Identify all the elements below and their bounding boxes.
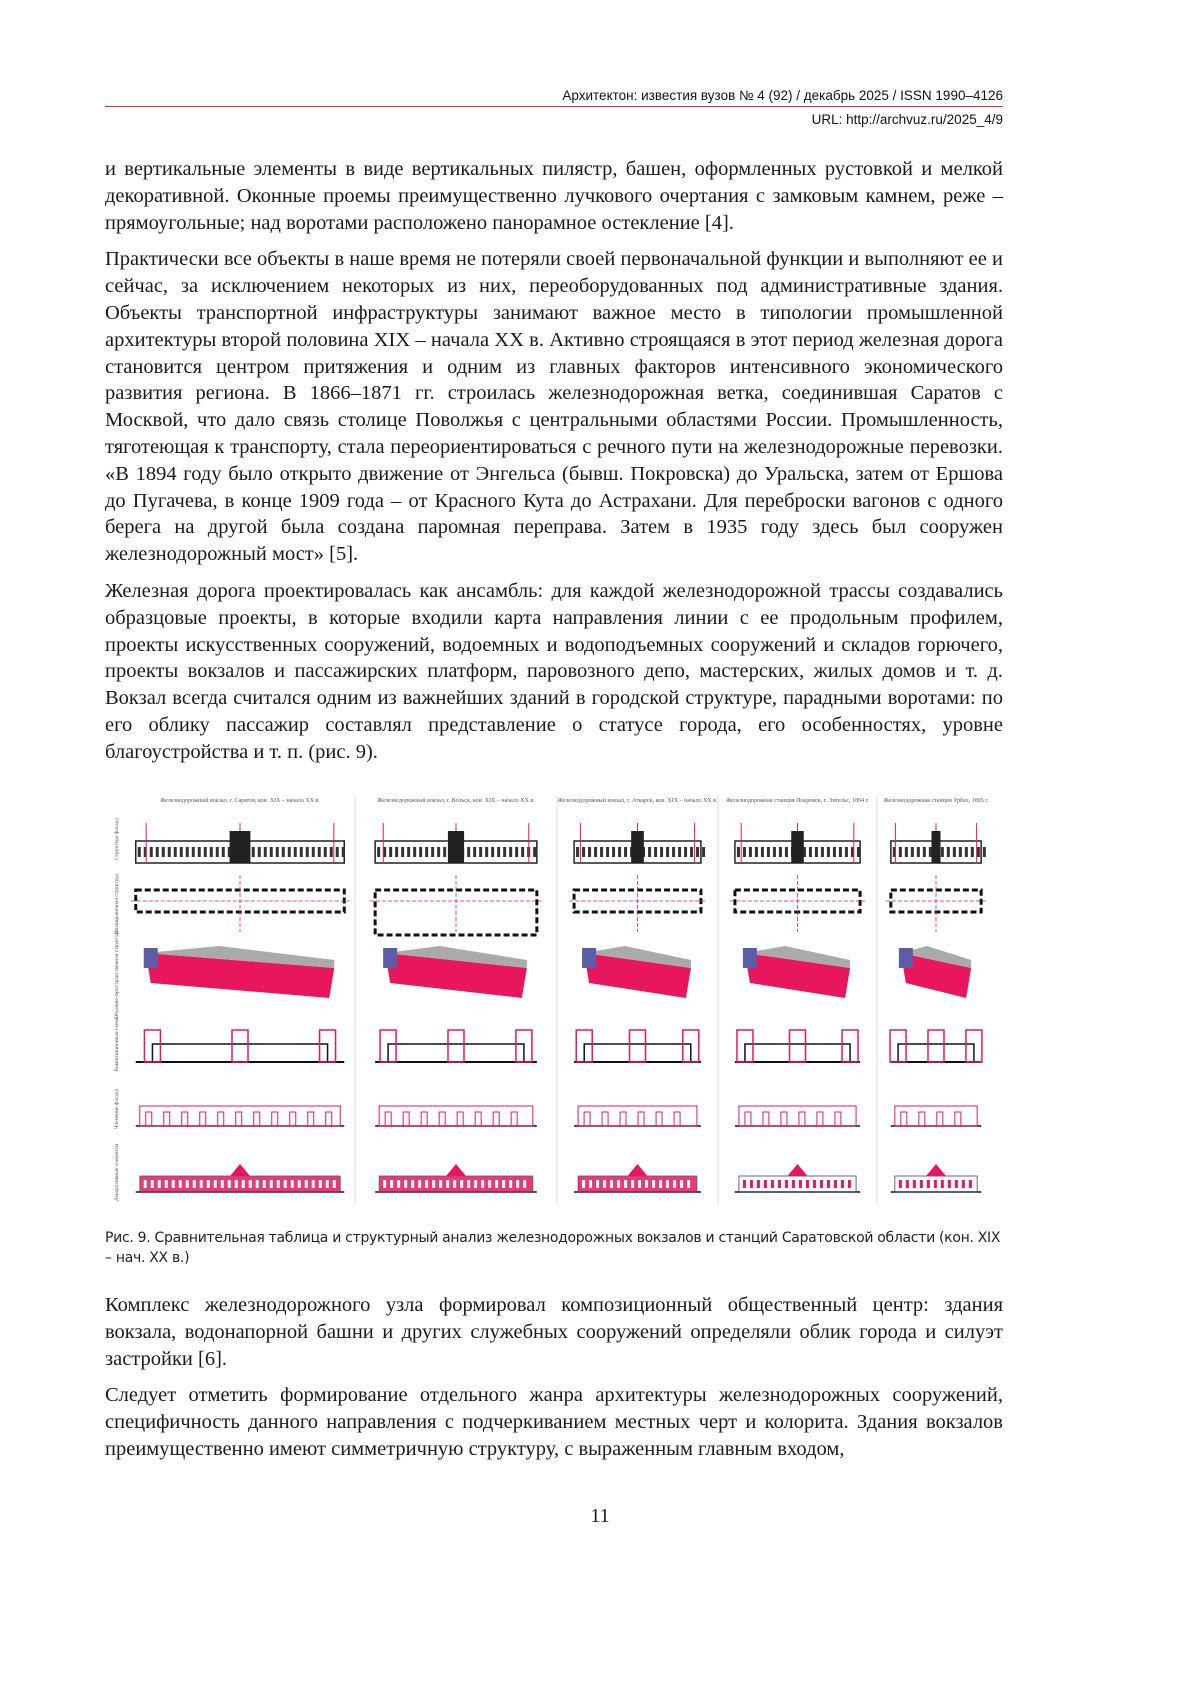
decoration-window [200, 1180, 203, 1188]
facade-window [899, 847, 902, 857]
decoration-window [516, 1180, 519, 1188]
facade-window [174, 847, 177, 857]
articulation-bay [919, 1112, 925, 1126]
facade-window [425, 847, 428, 857]
body-text-bottom [105, 1292, 1003, 1473]
decoration-window [596, 1180, 599, 1188]
decoration-window [235, 1180, 238, 1188]
central-tower [631, 831, 644, 863]
articulation-bay [308, 1112, 314, 1126]
articulation-outline [739, 1106, 856, 1126]
facade-window [977, 847, 980, 857]
facade-window [833, 847, 836, 857]
article-url[interactable]: URL: http://archvuz.ru/2025_4/9 [811, 112, 1003, 127]
decoration-window [326, 1180, 329, 1188]
decoration-window [172, 1180, 175, 1188]
facade-window [473, 847, 476, 857]
facade-window [660, 847, 663, 857]
decoration-window [207, 1180, 210, 1188]
facade-window [324, 847, 327, 857]
row-label: Планировочная структура [114, 873, 120, 935]
articulation-bay [763, 1112, 769, 1126]
decoration-window [249, 1180, 252, 1188]
facade-window [815, 847, 818, 857]
decoration-window [962, 1180, 965, 1188]
articulation-bay [584, 1112, 590, 1126]
articulation-bay [620, 1112, 626, 1126]
facade-window [491, 847, 494, 857]
facade-window [204, 847, 207, 857]
facade-window [342, 847, 345, 857]
facade-window [186, 847, 189, 857]
volume-tower [899, 948, 913, 968]
facade-window [300, 847, 303, 857]
facade-window [648, 847, 651, 857]
body-text-top [105, 156, 1003, 776]
facade-window [702, 847, 705, 857]
articulation-bay [799, 1112, 805, 1126]
decoration-window [666, 1180, 669, 1188]
articulation-bay [254, 1112, 260, 1126]
decoration-window [214, 1180, 217, 1188]
decoration-pediment [230, 1164, 250, 1176]
facade-window [515, 847, 518, 857]
articulation-bay [937, 1112, 943, 1126]
facade-window [654, 847, 657, 857]
decoration-window [453, 1180, 456, 1188]
articulation-bay [164, 1112, 170, 1126]
decoration-pediment [788, 1164, 808, 1176]
decoration-window [165, 1180, 168, 1188]
column-title: Железнодорожный вокзал, г. Аткарск, кон. XIX – начало XX в. [557, 798, 718, 804]
facade-window [497, 847, 500, 857]
decoration-window [899, 1180, 902, 1188]
decoration-window [680, 1180, 683, 1188]
decoration-window [179, 1180, 182, 1188]
articulation-outline [578, 1106, 697, 1126]
page-number: 11 [590, 1505, 610, 1527]
facade-window [809, 847, 812, 857]
facade-window [222, 847, 225, 857]
articulation-bay [638, 1112, 644, 1126]
central-tower [230, 831, 251, 863]
decoration-block [578, 1176, 697, 1192]
composition-accent [630, 1030, 646, 1062]
decoration-window [813, 1180, 816, 1188]
facade-window [767, 847, 770, 857]
decoration-window [785, 1180, 788, 1188]
facade-window [377, 847, 380, 857]
facade-window [666, 847, 669, 857]
composition-block [388, 1044, 524, 1062]
composition-block [584, 1044, 691, 1062]
paragraph: Следует отметить формирование отдельного жанра архитектуры железнодорожных сооружений, специфичность данного направления с подчеркиванием местных черт и колорита. Здания вокзалов преимущественно имеют симметричную структуру, с выраженным главным входом, [105, 1384, 1003, 1460]
central-tower [448, 831, 464, 863]
decoration-window [743, 1180, 746, 1188]
decoration-window [948, 1180, 951, 1188]
facade-window [600, 847, 603, 857]
decoration-window [913, 1180, 916, 1188]
paragraph: Комплекс железнодорожного узла формировал композиционный общественный центр: здания вокзала, водонапорной башни и других служебных сооружений определяли облик города и силуэт застройки [6]. [105, 1294, 1003, 1370]
decoration-window [418, 1180, 421, 1188]
decoration-window [934, 1180, 937, 1188]
facade-window [264, 847, 267, 857]
composition-accent [232, 1030, 248, 1062]
facade-window [192, 847, 195, 857]
articulation-bay [439, 1112, 445, 1126]
facade-window [612, 847, 615, 857]
decoration-window [638, 1180, 641, 1188]
facade-window [618, 847, 621, 857]
decoration-window [446, 1180, 449, 1188]
decoration-window [750, 1180, 753, 1188]
articulation-bay [218, 1112, 224, 1126]
row-label: Структура фасада [114, 818, 120, 860]
decoration-window [284, 1180, 287, 1188]
decoration-window [467, 1180, 470, 1188]
row-label: Объемно-пространственная структура [114, 929, 120, 1019]
figure-caption: Рис. 9. Сравнительная таблица и структурный анализ железнодорожных вокзалов и станций Саратовской области (кон. XIX – нач. XX в.) [105, 1230, 1001, 1266]
facade-window [905, 847, 908, 857]
decoration-pediment [926, 1164, 946, 1176]
facade-window [779, 847, 782, 857]
facade-window [156, 847, 159, 857]
facade-window [276, 847, 279, 857]
decoration-window [144, 1180, 147, 1188]
decoration-window [673, 1180, 676, 1188]
articulation-bay [493, 1112, 499, 1126]
facade-window [947, 847, 950, 857]
decoration-window [228, 1180, 231, 1188]
decoration-pediment [446, 1164, 466, 1176]
facade-window [971, 847, 974, 857]
decoration-window [820, 1180, 823, 1188]
decoration-window [955, 1180, 958, 1188]
facade-window [138, 847, 141, 857]
facade-window [857, 847, 860, 857]
composition-block [152, 1044, 327, 1062]
decoration-block [140, 1176, 341, 1192]
column-title: Железнодорожный вокзал, г. Вольск, кон. XIX – начало XX в. [377, 798, 535, 804]
row-label: Композиционная схема [114, 1016, 120, 1072]
composition-accent [448, 1030, 464, 1062]
articulation-bay [457, 1112, 463, 1126]
decoration-window [792, 1180, 795, 1188]
articulation-bay [656, 1112, 662, 1126]
facade-window [443, 847, 446, 857]
decoration-window [488, 1180, 491, 1188]
facade-window [282, 847, 285, 857]
facade-window [576, 847, 579, 857]
articulation-bay [385, 1112, 391, 1126]
articulation-bay [272, 1112, 278, 1126]
central-tower [791, 831, 804, 863]
facade-window [827, 847, 830, 857]
decoration-window [509, 1180, 512, 1188]
facade-window [395, 847, 398, 857]
articulation-bay [475, 1112, 481, 1126]
facade-window [389, 847, 392, 857]
column-title: Железнодорожная станция Урбах, 1895 г. [883, 798, 989, 804]
decoration-window [806, 1180, 809, 1188]
decoration-window [617, 1180, 620, 1188]
decoration-window [242, 1180, 245, 1188]
volume-tower [144, 948, 158, 968]
decoration-window [397, 1180, 400, 1188]
volume-tower [743, 948, 757, 968]
facade-window [917, 847, 920, 857]
facade-window [336, 847, 339, 857]
facade-window [761, 847, 764, 857]
volume-tower [383, 948, 397, 968]
facade-window [696, 847, 699, 857]
decoration-window [927, 1180, 930, 1188]
facade-window [467, 847, 470, 857]
facade-window [965, 847, 968, 857]
articulation-bay [146, 1112, 152, 1126]
decoration-window [969, 1180, 972, 1188]
decoration-window [523, 1180, 526, 1188]
facade-window [485, 847, 488, 857]
articulation-bay [817, 1112, 823, 1126]
facade-window [582, 847, 585, 857]
decoration-window [312, 1180, 315, 1188]
decoration-window [390, 1180, 393, 1188]
decoration-window [298, 1180, 301, 1188]
facade-window [162, 847, 165, 857]
facade-window [737, 847, 740, 857]
row-label: Декоративные элементы [114, 1143, 120, 1202]
facade-window [959, 847, 962, 857]
articulation-bay [674, 1112, 680, 1126]
facade-window [330, 847, 333, 857]
decoration-window [827, 1180, 830, 1188]
facade-window [312, 847, 315, 857]
articulation-bay [182, 1112, 188, 1126]
articulation-bay [781, 1112, 787, 1126]
paragraph: и вертикальные элементы в виде вертикальных пилястр, башен, оформленных рустовкой и мелкой декоративной. Оконные проемы преимущественно лучкового очертания с замковым камнем, реже – прямоугольные; над воротами расположено панорамное остекление [4]. [105, 158, 1003, 234]
decoration-window [193, 1180, 196, 1188]
facade-window [941, 847, 944, 857]
decoration-window [589, 1180, 592, 1188]
paragraph: Практически все объекты в наше время не потеряли своей первоначальной функции и выполняют ее и сейчас, за исключением некоторых из них, переоборудованных под административные здания. Объекты транспортной инфраструктуры занимают важное место в типологии промышленной архитектуры второй половина XIX – начала XX в. Активно строящаяся в этот период железная дорога становится центром притяжения и одним из главных факторов интенсивного экономического развития региона. В 1866–1871 гг. строилась железнодорожная ветка, соединившая Саратов с Москвой, что дало связь столице Поволжья с центральными областями России. Промышленность, тяготеющая к транспорту, стала переориентироваться с речного пути на железнодорожные перевозки. «В 1894 году было открыто движение от Энгельса (бывш. Покровска) до Уральска, затем от Ершова до Пугачева, в конце 1909 года – от Красного Кута до Астрахани. Для переброски вагонов с одного берега на другой была создана паромная переправа. Затем в 1935 году здесь был сооружен железнодорожный мост» [5]. [105, 248, 1003, 566]
articulation-bay [200, 1112, 206, 1126]
articulation-bay [602, 1112, 608, 1126]
journal-header: Архитектон: известия вузов № 4 (92) / декабрь 2025 / ISSN 1990–4126 [562, 88, 1003, 103]
articulation-bay [901, 1112, 907, 1126]
decoration-window [582, 1180, 585, 1188]
facade-window [509, 847, 512, 857]
decoration-window [305, 1180, 308, 1188]
decoration-window [319, 1180, 322, 1188]
row-label: Членение фасада [114, 1088, 120, 1130]
decoration-window [481, 1180, 484, 1188]
articulation-bay [835, 1112, 841, 1126]
decoration-window [502, 1180, 505, 1188]
facade-window [845, 847, 848, 857]
facade-window [755, 847, 758, 857]
articulation-outline [379, 1106, 533, 1126]
decoration-window [778, 1180, 781, 1188]
decoration-window [687, 1180, 690, 1188]
facade-window [983, 847, 986, 857]
decoration-window [460, 1180, 463, 1188]
articulation-bay [326, 1112, 332, 1126]
facade-window [401, 847, 404, 857]
facade-window [953, 847, 956, 857]
decoration-block [739, 1176, 856, 1192]
decoration-window [151, 1180, 154, 1188]
decoration-window [270, 1180, 273, 1188]
decoration-window [263, 1180, 266, 1188]
facade-window [533, 847, 536, 857]
facade-window [413, 847, 416, 857]
facade-window [606, 847, 609, 857]
facade-window [288, 847, 291, 857]
decoration-window [277, 1180, 280, 1188]
composition-block [745, 1044, 850, 1062]
decoration-window [439, 1180, 442, 1188]
facade-window [258, 847, 261, 857]
facade-window [672, 847, 675, 857]
facade-window [318, 847, 321, 857]
figure-9-comparison-table [108, 790, 1000, 1210]
decoration-window [425, 1180, 428, 1188]
articulation-bay [421, 1112, 427, 1126]
facade-window [150, 847, 153, 857]
decoration-window [495, 1180, 498, 1188]
articulation-bay [290, 1112, 296, 1126]
decoration-window [603, 1180, 606, 1188]
decoration-window [645, 1180, 648, 1188]
decoration-window [186, 1180, 189, 1188]
composition-accent [790, 1030, 806, 1062]
column-title: Железнодорожный вокзал, г. Саратов, кон. XIX – начало XX в. [160, 798, 320, 804]
decoration-window [920, 1180, 923, 1188]
decoration-window [404, 1180, 407, 1188]
decoration-window [848, 1180, 851, 1188]
decoration-window [474, 1180, 477, 1188]
facade-window [479, 847, 482, 857]
decoration-window [256, 1180, 259, 1188]
column-title: Железнодорожная станция Покровск, г. Энгельс, 1894 г. [726, 798, 869, 804]
facade-window [503, 847, 506, 857]
decoration-window [906, 1180, 909, 1188]
decoration-window [799, 1180, 802, 1188]
facade-window [785, 847, 788, 857]
paragraph: Железная дорога проектировалась как ансамбль: для каждой железнодорожной трассы создавались образцовые проекты, в которые входили карта направления линии с ее продольным профилем, проекты искусственных сооружений, водоемных и водоподъемных сооружений и складов горючего, проекты вокзалов и пассажирских платформ, паровозного депо, мастерских, жилых домов и т. д. Вокзал всегда считался одним из важнейших зданий в городской структуре, парадными воротами: по его облику пассажир составлял представление о статусе города, его особенностях, уровне благоустройства и т. п. (рис. 9). [105, 579, 1003, 763]
articulation-bay [511, 1112, 517, 1126]
articulation-bay [236, 1112, 242, 1126]
composition-block [898, 1044, 974, 1062]
facade-window [749, 847, 752, 857]
decoration-window [624, 1180, 627, 1188]
decoration-window [432, 1180, 435, 1188]
facade-window [294, 847, 297, 857]
composition-accent [928, 1030, 944, 1062]
facade-window [407, 847, 410, 857]
facade-window [594, 847, 597, 857]
decoration-window [757, 1180, 760, 1188]
facade-window [821, 847, 824, 857]
decoration-window [291, 1180, 294, 1188]
facade-window [684, 847, 687, 857]
facade-window [216, 847, 219, 857]
facade-window [923, 847, 926, 857]
facade-window [624, 847, 627, 857]
articulation-bay [403, 1112, 409, 1126]
facade-window [419, 847, 422, 857]
decoration-window [610, 1180, 613, 1188]
facade-window [588, 847, 591, 857]
decoration-window [652, 1180, 655, 1188]
decoration-window [158, 1180, 161, 1188]
decoration-window [771, 1180, 774, 1188]
facade-window [210, 847, 213, 857]
header-rule [105, 106, 1003, 107]
decoration-window [834, 1180, 837, 1188]
facade-window [773, 847, 776, 857]
central-tower [931, 831, 940, 863]
decoration-window [659, 1180, 662, 1188]
articulation-bay [745, 1112, 751, 1126]
decoration-window [383, 1180, 386, 1188]
volume-tower [582, 948, 596, 968]
decoration-window [221, 1180, 224, 1188]
facade-window [929, 847, 932, 857]
facade-window [198, 847, 201, 857]
facade-window [678, 847, 681, 857]
facade-window [690, 847, 693, 857]
facade-window [839, 847, 842, 857]
articulation-bay [955, 1112, 961, 1126]
decoration-window [333, 1180, 336, 1188]
facade-window [437, 847, 440, 857]
facade-window [431, 847, 434, 857]
facade-window [743, 847, 746, 857]
decoration-window [764, 1180, 767, 1188]
facade-window [306, 847, 309, 857]
decoration-window [841, 1180, 844, 1188]
decoration-pediment [628, 1164, 648, 1176]
decoration-window [411, 1180, 414, 1188]
facade-window [911, 847, 914, 857]
decoration-window [941, 1180, 944, 1188]
facade-window [180, 847, 183, 857]
facade-window [270, 847, 273, 857]
facade-window [521, 847, 524, 857]
decoration-window [631, 1180, 634, 1188]
facade-window [252, 847, 255, 857]
facade-window [168, 847, 171, 857]
